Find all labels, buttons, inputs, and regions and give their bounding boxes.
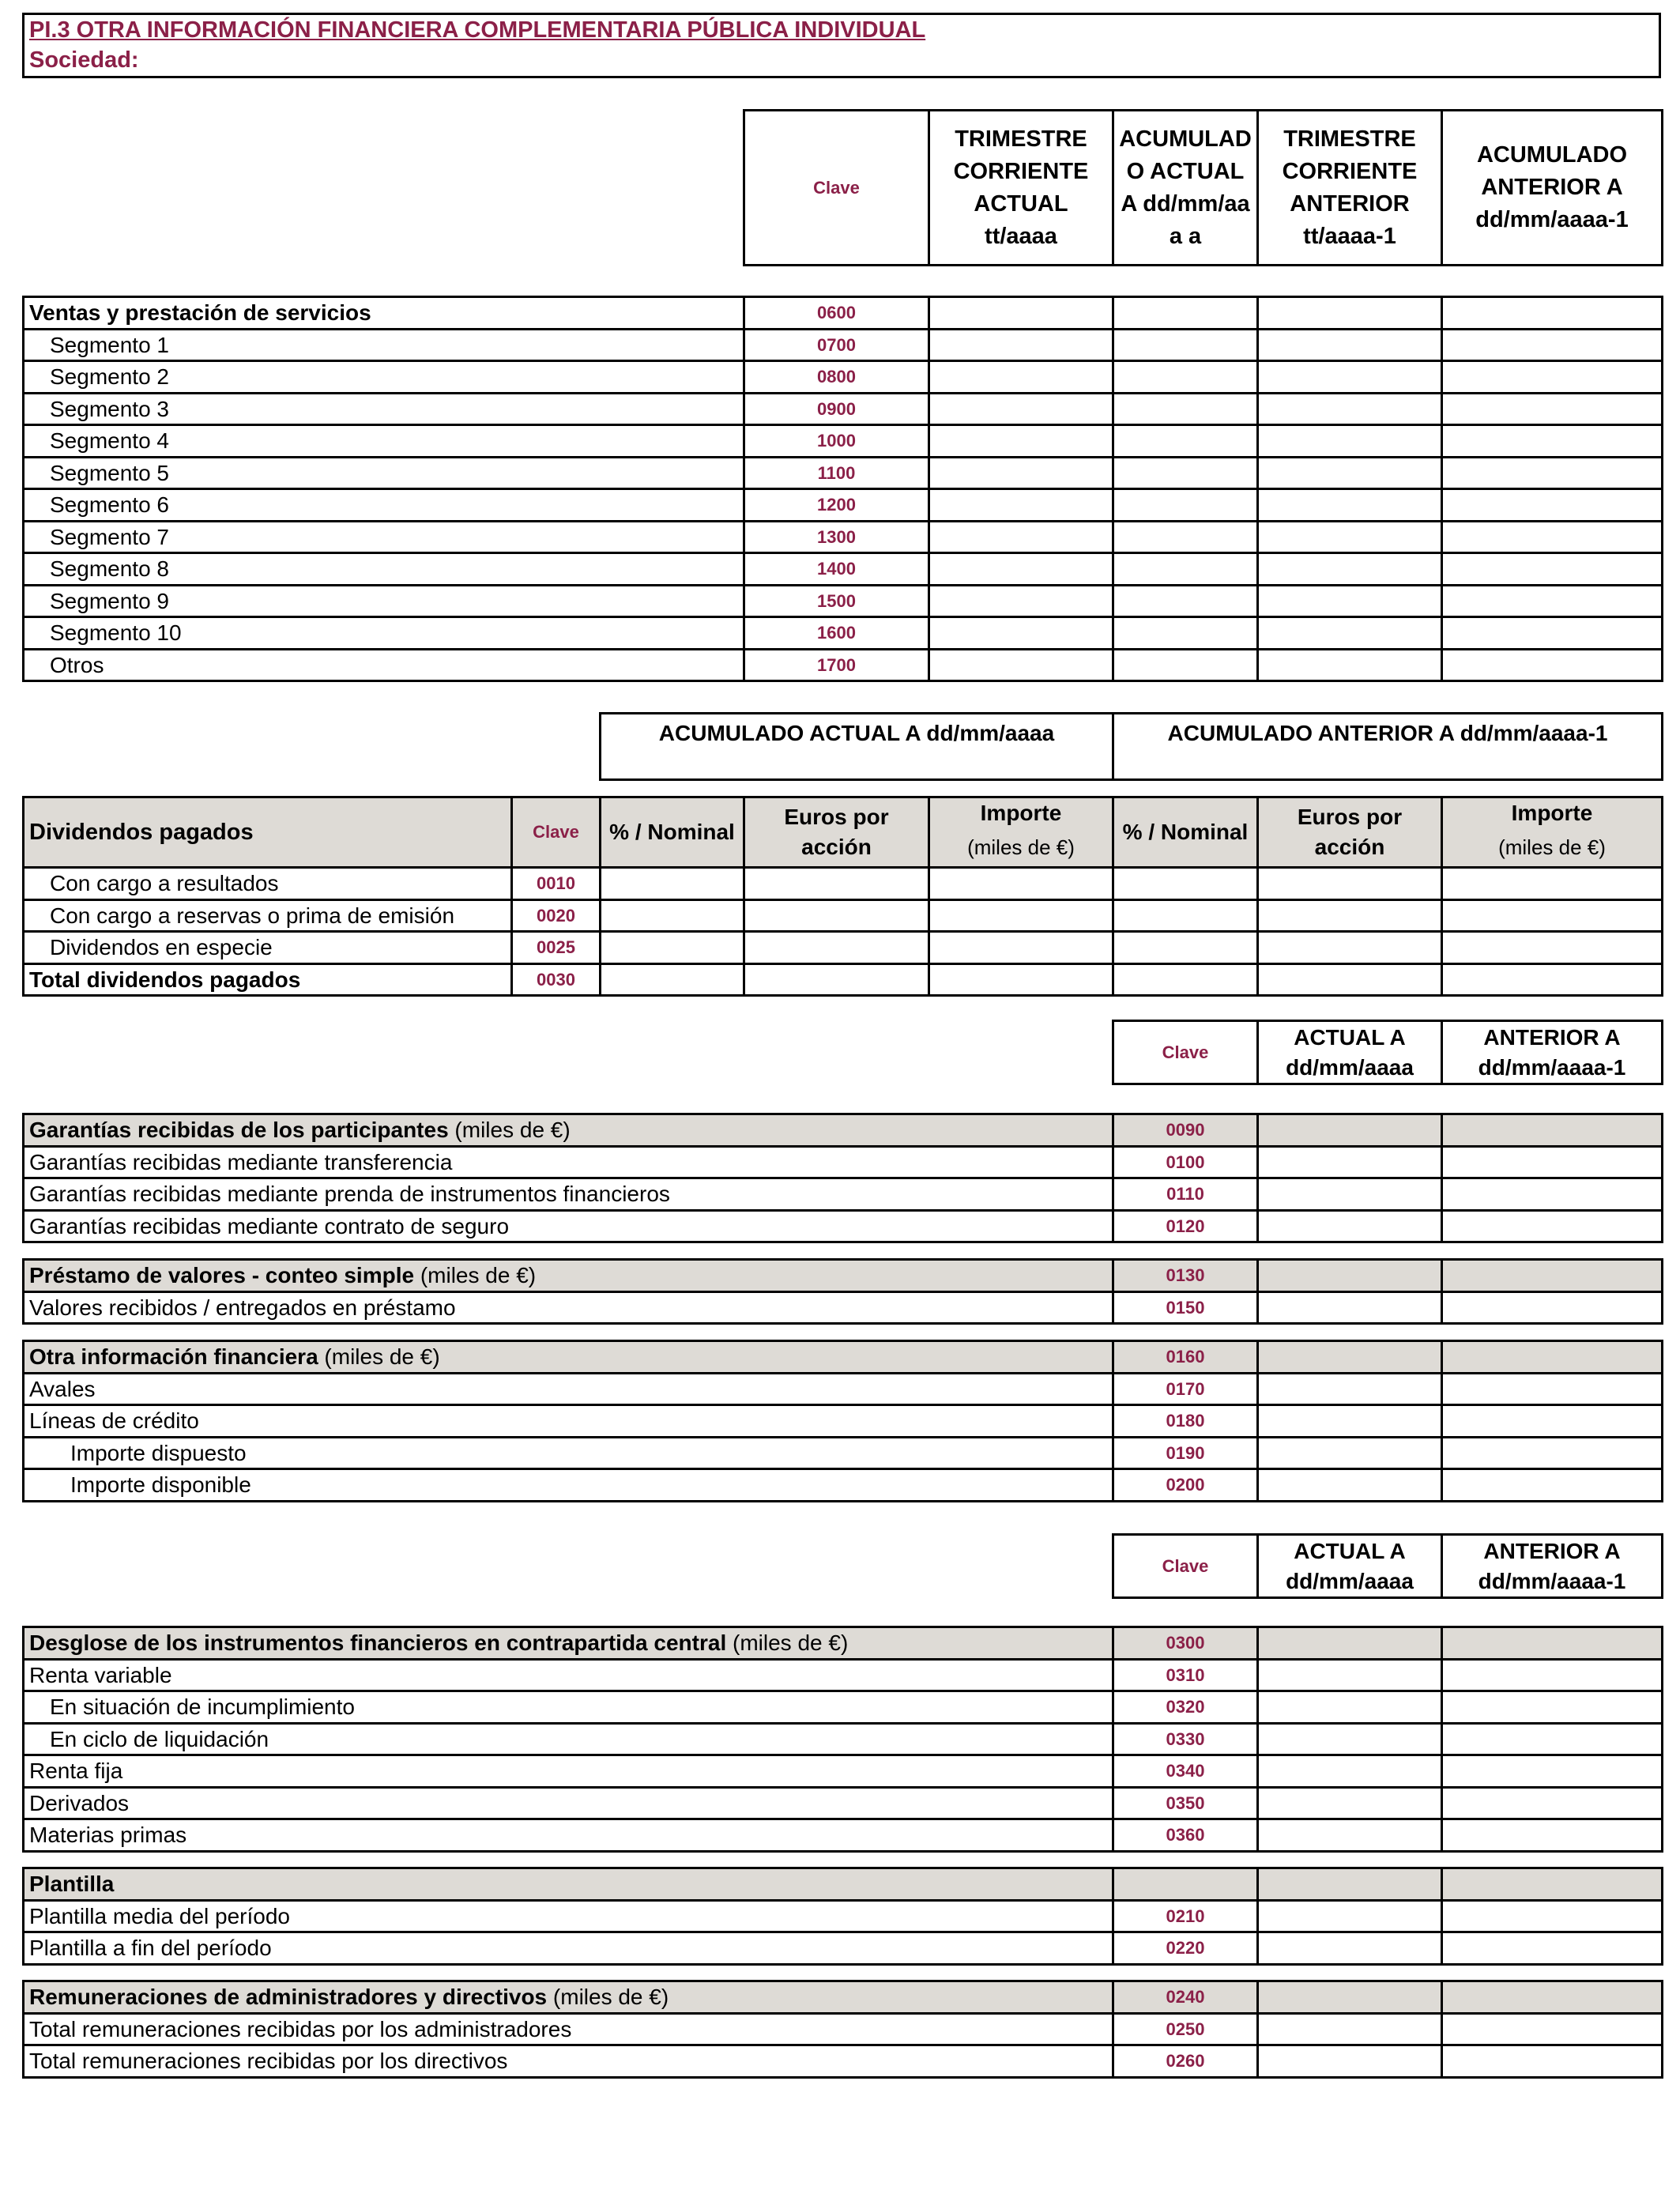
importe-label: Importe: [980, 801, 1062, 825]
value-cell[interactable]: [1258, 900, 1442, 932]
row-clave: 0250: [1113, 2014, 1258, 2045]
row-label: Otros: [24, 650, 744, 681]
col-header-pct-actual: % / Nominal: [601, 797, 744, 868]
value-cell[interactable]: [1113, 964, 1258, 996]
table-row: [24, 458, 1663, 489]
value-cell[interactable]: [1442, 1438, 1663, 1469]
row-label: Renta variable: [24, 1660, 1113, 1691]
value-cell[interactable]: [1442, 330, 1663, 361]
value-cell[interactable]: [1442, 1932, 1663, 1965]
value-cell[interactable]: [1442, 1292, 1663, 1324]
value-cell[interactable]: [601, 900, 744, 932]
value-cell[interactable]: [1442, 1405, 1663, 1438]
row-label: Segmento 5: [24, 458, 744, 489]
value-cell[interactable]: [929, 553, 1113, 586]
value-cell[interactable]: [929, 489, 1113, 522]
value-cell[interactable]: [1113, 650, 1258, 681]
table-row: [24, 1469, 1663, 1502]
value-cell[interactable]: [1113, 553, 1258, 586]
value-cell[interactable]: [601, 868, 744, 900]
row-label: En situación de incumplimiento: [24, 1691, 1113, 1724]
value-cell[interactable]: [1442, 394, 1663, 425]
value-cell[interactable]: [1442, 458, 1663, 489]
table-row: [24, 1178, 1663, 1211]
value-cell[interactable]: [1442, 932, 1663, 964]
value-cell[interactable]: [1258, 1932, 1442, 1965]
value-cell[interactable]: [1258, 932, 1442, 964]
row-clave: 0310: [1113, 1660, 1258, 1691]
value-cell[interactable]: [1442, 1755, 1663, 1788]
row-label: Líneas de crédito: [24, 1405, 1113, 1438]
row-clave: 0900: [744, 394, 929, 425]
row-clave: 0800: [744, 361, 929, 394]
row-label: Plantilla media del período: [24, 1901, 1113, 1932]
table-row: [24, 932, 1663, 964]
section-unit: (miles de €): [318, 1344, 440, 1369]
row-clave: 0090: [1113, 1114, 1258, 1147]
section-header-row: [24, 1627, 1663, 1660]
value-cell[interactable]: [1258, 650, 1442, 681]
section-header-row: [24, 1114, 1663, 1147]
row-label: Renta fija: [24, 1755, 1113, 1788]
remuneration-table: [22, 1980, 1663, 2079]
value-cell[interactable]: [1113, 617, 1258, 650]
value-cell[interactable]: [1113, 489, 1258, 522]
section-title: Plantilla: [24, 1868, 1113, 1901]
value-cell[interactable]: [1442, 868, 1663, 900]
row-label: Con cargo a reservas o prima de emisión: [24, 900, 512, 932]
table-row: [24, 650, 1663, 681]
guarantees-header-table: [1112, 1020, 1663, 1085]
col-header-trimestre-anterior: TRIMESTRE CORRIENTE ANTERIOR tt/aaaa-1: [1258, 111, 1442, 266]
section-title-text: Desglose de los instrumentos financieros en contrapartida central: [29, 1630, 727, 1655]
row-clave: 0030: [512, 964, 601, 996]
row-clave: 0010: [512, 868, 601, 900]
section-unit: (miles de €): [414, 1263, 537, 1287]
col-header-clave: Clave: [1113, 1535, 1258, 1598]
row-label: Importe dispuesto: [24, 1438, 1113, 1469]
value-cell[interactable]: [929, 458, 1113, 489]
row-clave: 1200: [744, 489, 929, 522]
section-unit: (miles de €): [726, 1630, 849, 1655]
section-title-text: Garantías recibidas de los participantes: [29, 1118, 449, 1142]
empty-cell: [1442, 1868, 1663, 1901]
value-cell[interactable]: [1258, 425, 1442, 458]
row-clave: 0300: [1113, 1627, 1258, 1660]
value-cell[interactable]: [1442, 1819, 1663, 1852]
importe-unit: (miles de €): [967, 835, 1075, 859]
row-clave: 0350: [1113, 1788, 1258, 1819]
value-cell[interactable]: [1258, 458, 1442, 489]
row-clave: 0025: [512, 932, 601, 964]
row-clave: 0160: [1113, 1341, 1258, 1374]
col-header-clave: Clave: [512, 797, 601, 868]
value-cell[interactable]: [1113, 394, 1258, 425]
value-cell[interactable]: [1258, 617, 1442, 650]
value-cell[interactable]: [1442, 361, 1663, 394]
row-label: Garantías recibidas mediante prenda de instrumentos financieros: [24, 1178, 1113, 1211]
col-header-anterior: ANTERIOR A dd/mm/aaaa-1: [1442, 1535, 1663, 1598]
row-clave: 0240: [1113, 1981, 1258, 2014]
row-label: Segmento 2: [24, 361, 744, 394]
value-cell[interactable]: [1442, 489, 1663, 522]
col-header-importe-anterior: [1442, 797, 1663, 868]
row-clave: 0210: [1113, 1901, 1258, 1932]
col-header-pct-anterior: % / Nominal: [1113, 797, 1258, 868]
value-cell[interactable]: [1258, 1292, 1442, 1324]
row-clave: 0360: [1113, 1819, 1258, 1852]
table-row: [24, 1405, 1663, 1438]
value-cell[interactable]: [744, 900, 929, 932]
value-cell[interactable]: [1113, 522, 1258, 553]
value-cell[interactable]: [1258, 1901, 1442, 1932]
row-label: Materias primas: [24, 1819, 1113, 1852]
row-label: Avales: [24, 1374, 1113, 1405]
sales-header-table: [743, 109, 1663, 266]
value-cell[interactable]: [1442, 522, 1663, 553]
col-header-acumulado-actual: ACUMULAD O ACTUAL A dd/mm/aaa a: [1113, 111, 1258, 266]
row-clave: 0020: [512, 900, 601, 932]
row-label: Segmento 3: [24, 394, 744, 425]
table-row: [24, 1147, 1663, 1178]
company-label: Sociedad:: [29, 47, 139, 73]
value-cell[interactable]: [1113, 900, 1258, 932]
section-header-row: [24, 1341, 1663, 1374]
sales-table: [22, 296, 1663, 682]
form-header: [22, 13, 1661, 78]
other-info-table: [22, 1340, 1663, 1502]
row-label: Con cargo a resultados: [24, 868, 512, 900]
section-title-text: Remuneraciones de administradores y directivos: [29, 1985, 548, 2009]
group-header-actual: ACUMULADO ACTUAL A dd/mm/aaaa: [601, 714, 1113, 780]
value-cell[interactable]: [1113, 425, 1258, 458]
value-cell[interactable]: [1442, 1627, 1663, 1660]
value-cell[interactable]: [1442, 650, 1663, 681]
value-cell[interactable]: [1113, 458, 1258, 489]
row-clave: 0130: [1113, 1260, 1258, 1292]
value-cell[interactable]: [929, 868, 1113, 900]
section-header-row: [24, 1981, 1663, 2014]
table-row: [24, 553, 1663, 586]
row-clave: 0110: [1113, 1178, 1258, 1211]
row-clave: 1300: [744, 522, 929, 553]
row-clave: 0320: [1113, 1691, 1258, 1724]
table-row: [24, 868, 1663, 900]
value-cell[interactable]: [1442, 1341, 1663, 1374]
value-cell[interactable]: [1258, 1660, 1442, 1691]
value-cell[interactable]: [1258, 1469, 1442, 1502]
row-label: Garantías recibidas mediante transferencia: [24, 1147, 1113, 1178]
value-cell[interactable]: [1442, 1660, 1663, 1691]
row-label: Ventas y prestación de servicios: [24, 297, 744, 330]
value-cell[interactable]: [1442, 964, 1663, 996]
loans-table: [22, 1258, 1663, 1325]
table-row: [24, 1932, 1663, 1965]
empty-cell: [1113, 1868, 1258, 1901]
dividends-header-row: [24, 797, 1663, 868]
value-cell[interactable]: [1258, 394, 1442, 425]
row-clave: 0220: [1113, 1932, 1258, 1965]
value-cell[interactable]: [1442, 1114, 1663, 1147]
value-cell[interactable]: [929, 330, 1113, 361]
value-cell[interactable]: [1258, 297, 1442, 330]
row-label: Segmento 10: [24, 617, 744, 650]
value-cell[interactable]: [1442, 586, 1663, 617]
row-label: Segmento 7: [24, 522, 744, 553]
value-cell[interactable]: [744, 964, 929, 996]
table-row: [24, 2045, 1663, 2078]
value-cell[interactable]: [929, 617, 1113, 650]
breakdown-table: [22, 1626, 1663, 1853]
empty-cell: [1258, 1868, 1442, 1901]
value-cell[interactable]: [1258, 1788, 1442, 1819]
row-label: En ciclo de liquidación: [24, 1724, 1113, 1755]
row-clave: 1500: [744, 586, 929, 617]
value-cell[interactable]: [1442, 425, 1663, 458]
value-cell[interactable]: [1442, 1724, 1663, 1755]
value-cell[interactable]: [929, 650, 1113, 681]
table-row: [24, 361, 1663, 394]
value-cell[interactable]: [1258, 1114, 1442, 1147]
value-cell[interactable]: [1258, 1755, 1442, 1788]
col-header-clave: Clave: [1113, 1021, 1258, 1084]
value-cell[interactable]: [1113, 868, 1258, 900]
section-title-text: Préstamo de valores - conteo simple: [29, 1263, 415, 1287]
value-cell[interactable]: [1258, 1981, 1442, 2014]
table-row: [24, 586, 1663, 617]
row-clave: 0600: [744, 297, 929, 330]
row-clave: 0100: [1113, 1147, 1258, 1178]
value-cell[interactable]: [929, 964, 1113, 996]
value-cell[interactable]: [1442, 2045, 1663, 2078]
row-clave: 1000: [744, 425, 929, 458]
value-cell[interactable]: [929, 932, 1113, 964]
dividends-group-header: [599, 712, 1663, 781]
table-row: [24, 489, 1663, 522]
value-cell[interactable]: [1442, 1211, 1663, 1242]
table-row: [24, 1724, 1663, 1755]
value-cell[interactable]: [1258, 330, 1442, 361]
row-clave: 0700: [744, 330, 929, 361]
value-cell[interactable]: [1442, 1691, 1663, 1724]
col-header-trimestre-actual: TRIMESTRE CORRIENTE ACTUAL tt/aaaa: [929, 111, 1113, 266]
value-cell[interactable]: [1258, 522, 1442, 553]
staff-table: [22, 1867, 1663, 1966]
row-label: Total remuneraciones recibidas por los administradores: [24, 2014, 1113, 2045]
value-cell[interactable]: [1258, 1374, 1442, 1405]
table-row: [24, 1788, 1663, 1819]
table-row: [24, 1691, 1663, 1724]
importe-label: Importe: [1511, 801, 1593, 825]
value-cell[interactable]: [1258, 1438, 1442, 1469]
value-cell[interactable]: [1442, 553, 1663, 586]
table-row: [24, 1292, 1663, 1324]
table-row: [24, 425, 1663, 458]
section-header-row: [24, 1868, 1663, 1901]
row-label: Total remuneraciones recibidas por los directivos: [24, 2045, 1113, 2078]
value-cell[interactable]: [1442, 1178, 1663, 1211]
value-cell[interactable]: [929, 522, 1113, 553]
row-label: Segmento 6: [24, 489, 744, 522]
guarantees-table: [22, 1113, 1663, 1243]
dividends-table: [22, 796, 1663, 997]
value-cell[interactable]: [1258, 1147, 1442, 1178]
row-label: Dividendos en especie: [24, 932, 512, 964]
value-cell[interactable]: [1258, 1260, 1442, 1292]
value-cell[interactable]: [1258, 1178, 1442, 1211]
value-cell[interactable]: [1442, 1374, 1663, 1405]
row-clave: 1400: [744, 553, 929, 586]
row-clave: 0150: [1113, 1292, 1258, 1324]
row-clave: 0190: [1113, 1438, 1258, 1469]
value-cell[interactable]: [744, 932, 929, 964]
table-row: [24, 2014, 1663, 2045]
section-title: [24, 1260, 1113, 1292]
value-cell[interactable]: [1258, 1211, 1442, 1242]
row-clave: 0260: [1113, 2045, 1258, 2078]
row-label: Segmento 4: [24, 425, 744, 458]
value-cell[interactable]: [1113, 932, 1258, 964]
table-row: [24, 522, 1663, 553]
importe-unit: (miles de €): [1498, 835, 1606, 859]
table-row: [24, 1211, 1663, 1242]
row-clave: 1100: [744, 458, 929, 489]
table-row: [24, 900, 1663, 932]
value-cell[interactable]: [1113, 330, 1258, 361]
row-label: Segmento 8: [24, 553, 744, 586]
value-cell[interactable]: [1113, 297, 1258, 330]
section-title: [24, 1627, 1113, 1660]
value-cell[interactable]: [929, 394, 1113, 425]
value-cell[interactable]: [601, 964, 744, 996]
value-cell[interactable]: [929, 586, 1113, 617]
col-header-actual: ACTUAL A dd/mm/aaaa: [1258, 1021, 1442, 1084]
row-label: Segmento 9: [24, 586, 744, 617]
value-cell[interactable]: [1113, 361, 1258, 394]
value-cell[interactable]: [929, 900, 1113, 932]
row-clave: 0200: [1113, 1469, 1258, 1502]
row-label: Plantilla a fin del período: [24, 1932, 1113, 1965]
section-title-text: Otra información financiera: [29, 1344, 318, 1369]
table-row: [24, 1374, 1663, 1405]
table-row: [24, 1819, 1663, 1852]
col-header-actual: ACTUAL A dd/mm/aaaa: [1258, 1535, 1442, 1598]
value-cell[interactable]: [1442, 1788, 1663, 1819]
row-label: Valores recibidos / entregados en préstamo: [24, 1292, 1113, 1324]
section-header-row: [24, 1260, 1663, 1292]
row-clave: 0340: [1113, 1755, 1258, 1788]
value-cell[interactable]: [1258, 2045, 1442, 2078]
value-cell[interactable]: [929, 425, 1113, 458]
value-cell[interactable]: [744, 868, 929, 900]
table-row: [24, 330, 1663, 361]
row-clave: 1700: [744, 650, 929, 681]
col-header-anterior: ANTERIOR A dd/mm/aaaa-1: [1442, 1021, 1663, 1084]
value-cell[interactable]: [1113, 586, 1258, 617]
value-cell[interactable]: [1442, 1469, 1663, 1502]
value-cell[interactable]: [1442, 1981, 1663, 2014]
table-row: [24, 1438, 1663, 1469]
section-unit: (miles de €): [448, 1118, 571, 1142]
value-cell[interactable]: [1442, 1260, 1663, 1292]
value-cell[interactable]: [929, 361, 1113, 394]
row-clave: 1600: [744, 617, 929, 650]
value-cell[interactable]: [1258, 964, 1442, 996]
table-row: [24, 297, 1663, 330]
value-cell[interactable]: [601, 932, 744, 964]
table-row: [24, 1660, 1663, 1691]
value-cell[interactable]: [1442, 900, 1663, 932]
dividends-title: Dividendos pagados: [24, 797, 512, 868]
value-cell[interactable]: [1258, 1627, 1442, 1660]
col-header-euros-anterior: Euros por acción: [1258, 797, 1442, 868]
table-row: [24, 964, 1663, 996]
form-title: PI.3 OTRA INFORMACIÓN FINANCIERA COMPLEMENTARIA PÚBLICA INDIVIDUAL: [29, 17, 926, 43]
col-header-clave: Clave: [744, 111, 929, 266]
row-clave: 0120: [1113, 1211, 1258, 1242]
value-cell[interactable]: [1258, 1405, 1442, 1438]
value-cell[interactable]: [1258, 489, 1442, 522]
value-cell[interactable]: [1442, 2014, 1663, 2045]
row-label: Total dividendos pagados: [24, 964, 512, 996]
col-header-euros-actual: Euros por acción: [744, 797, 929, 868]
value-cell[interactable]: [1442, 297, 1663, 330]
section-unit: (miles de €): [547, 1985, 669, 2009]
value-cell[interactable]: [1258, 1819, 1442, 1852]
breakdown-header-table: [1112, 1533, 1663, 1599]
value-cell[interactable]: [1442, 1147, 1663, 1178]
value-cell[interactable]: [1258, 553, 1442, 586]
row-clave: 0180: [1113, 1405, 1258, 1438]
table-row: [24, 617, 1663, 650]
value-cell[interactable]: [1258, 1691, 1442, 1724]
row-clave: 0330: [1113, 1724, 1258, 1755]
value-cell[interactable]: [1442, 1901, 1663, 1932]
value-cell[interactable]: [1258, 868, 1442, 900]
group-header-anterior: ACUMULADO ANTERIOR A dd/mm/aaaa-1: [1113, 714, 1663, 780]
value-cell[interactable]: [929, 297, 1113, 330]
value-cell[interactable]: [1258, 586, 1442, 617]
row-clave: 0170: [1113, 1374, 1258, 1405]
row-label: Importe disponible: [24, 1469, 1113, 1502]
section-title: [24, 1341, 1113, 1374]
col-header-importe-actual: [929, 797, 1113, 868]
section-title: [24, 1981, 1113, 2014]
table-row: [24, 1755, 1663, 1788]
table-row: [24, 394, 1663, 425]
value-cell[interactable]: [1258, 2014, 1442, 2045]
section-title: [24, 1114, 1113, 1147]
row-label: Derivados: [24, 1788, 1113, 1819]
row-label: Garantías recibidas mediante contrato de seguro: [24, 1211, 1113, 1242]
row-label: Segmento 1: [24, 330, 744, 361]
value-cell[interactable]: [1258, 361, 1442, 394]
value-cell[interactable]: [1258, 1724, 1442, 1755]
table-row: [24, 1901, 1663, 1932]
value-cell[interactable]: [1442, 617, 1663, 650]
value-cell[interactable]: [1258, 1341, 1442, 1374]
col-header-acumulado-anterior: ACUMULADO ANTERIOR A dd/mm/aaaa-1: [1442, 111, 1663, 266]
